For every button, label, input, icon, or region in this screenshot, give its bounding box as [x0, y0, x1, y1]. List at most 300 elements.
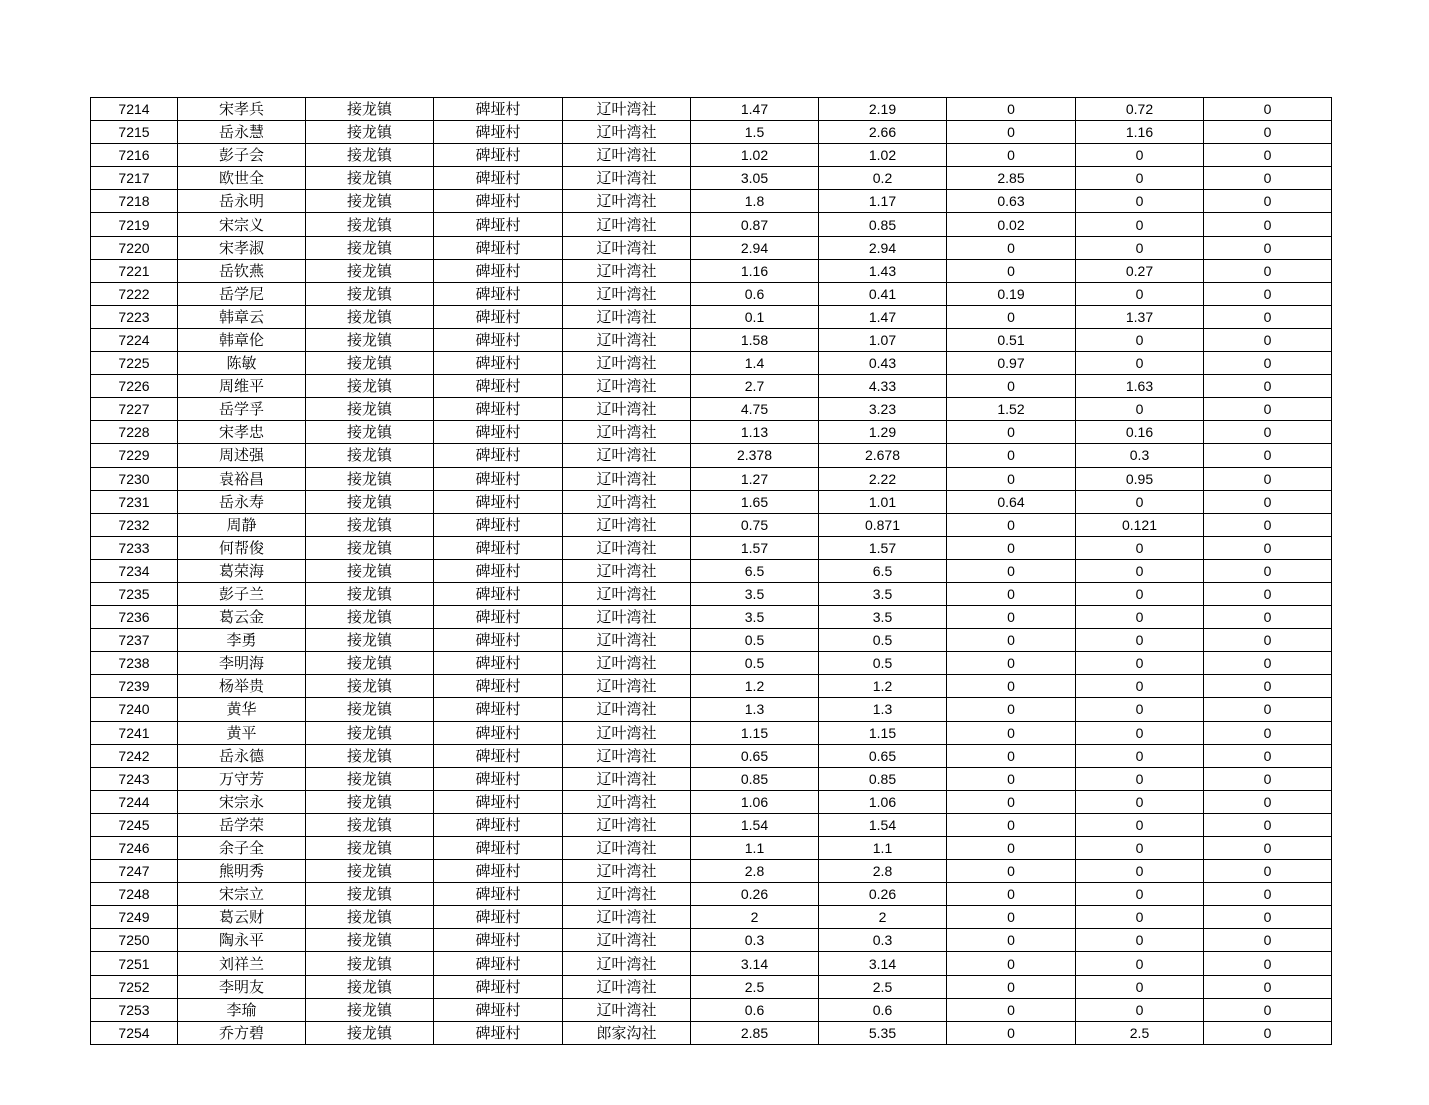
value-d-cell: 0	[1076, 398, 1204, 421]
value-e-cell: 0	[1204, 305, 1332, 328]
value-d-cell: 1.37	[1076, 305, 1204, 328]
value-e-cell: 0	[1204, 190, 1332, 213]
town-cell: 接龙镇	[306, 652, 434, 675]
table-row	[91, 375, 1332, 398]
value-b-cell: 1.1	[819, 837, 947, 860]
group-cell: 辽叶湾社	[563, 467, 691, 490]
row-id-cell: 7248	[91, 883, 178, 906]
value-e-cell: 0	[1204, 837, 1332, 860]
village-cell: 碑垭村	[434, 721, 563, 744]
town-cell: 接龙镇	[306, 929, 434, 952]
row-id-cell: 7246	[91, 837, 178, 860]
row-id-cell: 7215	[91, 121, 178, 144]
value-b-cell: 1.17	[819, 190, 947, 213]
value-d-cell: 0	[1076, 582, 1204, 605]
value-c-cell: 2.85	[947, 167, 1076, 190]
value-c-cell: 1.52	[947, 398, 1076, 421]
value-e-cell: 0	[1204, 675, 1332, 698]
group-cell: 辽叶湾社	[563, 144, 691, 167]
table-row	[91, 744, 1332, 767]
value-e-cell: 0	[1204, 952, 1332, 975]
table-row	[91, 860, 1332, 883]
group-cell: 辽叶湾社	[563, 536, 691, 559]
row-id-cell: 7223	[91, 305, 178, 328]
town-cell: 接龙镇	[306, 444, 434, 467]
value-b-cell: 3.23	[819, 398, 947, 421]
value-d-cell: 0.16	[1076, 421, 1204, 444]
value-a-cell: 1.4	[691, 352, 819, 375]
row-id-cell: 7252	[91, 975, 178, 998]
town-cell: 接龙镇	[306, 629, 434, 652]
group-cell: 辽叶湾社	[563, 259, 691, 282]
town-cell: 接龙镇	[306, 259, 434, 282]
value-e-cell: 0	[1204, 721, 1332, 744]
value-d-cell: 0	[1076, 998, 1204, 1021]
value-a-cell: 2.85	[691, 1021, 819, 1044]
value-d-cell: 0	[1076, 883, 1204, 906]
name-cell: 周述强	[178, 444, 306, 467]
value-e-cell: 0	[1204, 559, 1332, 582]
name-cell: 葛云财	[178, 906, 306, 929]
value-b-cell: 1.02	[819, 144, 947, 167]
value-a-cell: 1.02	[691, 144, 819, 167]
value-d-cell: 0	[1076, 721, 1204, 744]
value-d-cell: 0	[1076, 352, 1204, 375]
village-cell: 碑垭村	[434, 282, 563, 305]
value-d-cell: 0	[1076, 906, 1204, 929]
table-row	[91, 213, 1332, 236]
row-id-cell: 7220	[91, 236, 178, 259]
name-cell: 欧世全	[178, 167, 306, 190]
value-a-cell: 1.54	[691, 813, 819, 836]
value-c-cell: 0	[947, 421, 1076, 444]
row-id-cell: 7231	[91, 490, 178, 513]
value-c-cell: 0	[947, 652, 1076, 675]
group-cell: 辽叶湾社	[563, 929, 691, 952]
value-c-cell: 0	[947, 698, 1076, 721]
value-b-cell: 2.8	[819, 860, 947, 883]
group-cell: 郎家沟社	[563, 1021, 691, 1044]
group-cell: 辽叶湾社	[563, 305, 691, 328]
value-a-cell: 3.14	[691, 952, 819, 975]
value-a-cell: 0.85	[691, 767, 819, 790]
row-id-cell: 7242	[91, 744, 178, 767]
village-cell: 碑垭村	[434, 860, 563, 883]
value-d-cell: 0	[1076, 536, 1204, 559]
village-cell: 碑垭村	[434, 790, 563, 813]
value-e-cell: 0	[1204, 259, 1332, 282]
table-row	[91, 305, 1332, 328]
value-b-cell: 4.33	[819, 375, 947, 398]
table-row	[91, 328, 1332, 351]
group-cell: 辽叶湾社	[563, 582, 691, 605]
name-cell: 李勇	[178, 629, 306, 652]
row-id-cell: 7240	[91, 698, 178, 721]
row-id-cell: 7244	[91, 790, 178, 813]
group-cell: 辽叶湾社	[563, 190, 691, 213]
value-b-cell: 1.01	[819, 490, 947, 513]
town-cell: 接龙镇	[306, 513, 434, 536]
value-c-cell: 0	[947, 1021, 1076, 1044]
value-b-cell: 1.15	[819, 721, 947, 744]
value-d-cell: 0	[1076, 167, 1204, 190]
value-a-cell: 6.5	[691, 559, 819, 582]
group-cell: 辽叶湾社	[563, 236, 691, 259]
value-d-cell: 0	[1076, 606, 1204, 629]
value-a-cell: 0.26	[691, 883, 819, 906]
town-cell: 接龙镇	[306, 167, 434, 190]
village-cell: 碑垭村	[434, 675, 563, 698]
value-b-cell: 2	[819, 906, 947, 929]
value-d-cell: 0.95	[1076, 467, 1204, 490]
name-cell: 李瑜	[178, 998, 306, 1021]
group-cell: 辽叶湾社	[563, 652, 691, 675]
village-cell: 碑垭村	[434, 883, 563, 906]
name-cell: 李明友	[178, 975, 306, 998]
value-b-cell: 2.19	[819, 98, 947, 121]
value-b-cell: 0.3	[819, 929, 947, 952]
town-cell: 接龙镇	[306, 998, 434, 1021]
value-b-cell: 1.57	[819, 536, 947, 559]
row-id-cell: 7247	[91, 860, 178, 883]
village-cell: 碑垭村	[434, 190, 563, 213]
group-cell: 辽叶湾社	[563, 675, 691, 698]
value-a-cell: 1.3	[691, 698, 819, 721]
value-e-cell: 0	[1204, 790, 1332, 813]
value-c-cell: 0	[947, 929, 1076, 952]
value-c-cell: 0	[947, 375, 1076, 398]
table-body	[91, 98, 1332, 1045]
village-cell: 碑垭村	[434, 398, 563, 421]
group-cell: 辽叶湾社	[563, 213, 691, 236]
value-a-cell: 1.1	[691, 837, 819, 860]
value-d-cell: 0.72	[1076, 98, 1204, 121]
table-row	[91, 906, 1332, 929]
value-a-cell: 2	[691, 906, 819, 929]
value-a-cell: 0.6	[691, 998, 819, 1021]
value-b-cell: 2.66	[819, 121, 947, 144]
town-cell: 接龙镇	[306, 952, 434, 975]
value-e-cell: 0	[1204, 213, 1332, 236]
group-cell: 辽叶湾社	[563, 352, 691, 375]
town-cell: 接龙镇	[306, 606, 434, 629]
row-id-cell: 7228	[91, 421, 178, 444]
village-cell: 碑垭村	[434, 767, 563, 790]
village-cell: 碑垭村	[434, 421, 563, 444]
value-e-cell: 0	[1204, 167, 1332, 190]
village-cell: 碑垭村	[434, 352, 563, 375]
table-row	[91, 998, 1332, 1021]
value-c-cell: 0	[947, 305, 1076, 328]
value-e-cell: 0	[1204, 328, 1332, 351]
town-cell: 接龙镇	[306, 190, 434, 213]
value-e-cell: 0	[1204, 236, 1332, 259]
row-id-cell: 7221	[91, 259, 178, 282]
name-cell: 宋孝忠	[178, 421, 306, 444]
value-e-cell: 0	[1204, 813, 1332, 836]
value-c-cell: 0	[947, 837, 1076, 860]
value-d-cell: 1.63	[1076, 375, 1204, 398]
name-cell: 岳永慧	[178, 121, 306, 144]
row-id-cell: 7219	[91, 213, 178, 236]
town-cell: 接龙镇	[306, 398, 434, 421]
town-cell: 接龙镇	[306, 98, 434, 121]
name-cell: 韩章伦	[178, 328, 306, 351]
name-cell: 黄平	[178, 721, 306, 744]
value-e-cell: 0	[1204, 606, 1332, 629]
table-row	[91, 121, 1332, 144]
group-cell: 辽叶湾社	[563, 444, 691, 467]
village-cell: 碑垭村	[434, 837, 563, 860]
table-row	[91, 721, 1332, 744]
village-cell: 碑垭村	[434, 121, 563, 144]
value-e-cell: 0	[1204, 975, 1332, 998]
value-a-cell: 1.58	[691, 328, 819, 351]
village-cell: 碑垭村	[434, 213, 563, 236]
value-c-cell: 0.63	[947, 190, 1076, 213]
row-id-cell: 7251	[91, 952, 178, 975]
table-row	[91, 144, 1332, 167]
name-cell: 余子全	[178, 837, 306, 860]
value-a-cell: 2.94	[691, 236, 819, 259]
group-cell: 辽叶湾社	[563, 790, 691, 813]
value-a-cell: 2.378	[691, 444, 819, 467]
value-c-cell: 0.51	[947, 328, 1076, 351]
village-cell: 碑垭村	[434, 929, 563, 952]
town-cell: 接龙镇	[306, 698, 434, 721]
value-a-cell: 4.75	[691, 398, 819, 421]
value-d-cell: 0	[1076, 190, 1204, 213]
value-a-cell: 0.6	[691, 282, 819, 305]
table-row	[91, 606, 1332, 629]
value-c-cell: 0	[947, 721, 1076, 744]
value-a-cell: 1.27	[691, 467, 819, 490]
value-b-cell: 0.6	[819, 998, 947, 1021]
value-d-cell: 0	[1076, 675, 1204, 698]
value-c-cell: 0	[947, 767, 1076, 790]
value-e-cell: 0	[1204, 398, 1332, 421]
name-cell: 岳学尼	[178, 282, 306, 305]
table-row	[91, 883, 1332, 906]
town-cell: 接龙镇	[306, 767, 434, 790]
village-cell: 碑垭村	[434, 606, 563, 629]
table-row	[91, 513, 1332, 536]
name-cell: 刘祥兰	[178, 952, 306, 975]
group-cell: 辽叶湾社	[563, 98, 691, 121]
value-c-cell: 0	[947, 513, 1076, 536]
town-cell: 接龙镇	[306, 837, 434, 860]
group-cell: 辽叶湾社	[563, 721, 691, 744]
village-cell: 碑垭村	[434, 582, 563, 605]
value-b-cell: 0.871	[819, 513, 947, 536]
value-d-cell: 0	[1076, 952, 1204, 975]
town-cell: 接龙镇	[306, 675, 434, 698]
value-a-cell: 0.1	[691, 305, 819, 328]
name-cell: 岳钦燕	[178, 259, 306, 282]
value-b-cell: 0.5	[819, 629, 947, 652]
value-e-cell: 0	[1204, 767, 1332, 790]
value-b-cell: 1.3	[819, 698, 947, 721]
row-id-cell: 7222	[91, 282, 178, 305]
value-e-cell: 0	[1204, 144, 1332, 167]
name-cell: 宋宗立	[178, 883, 306, 906]
name-cell: 葛云金	[178, 606, 306, 629]
value-a-cell: 1.5	[691, 121, 819, 144]
village-cell: 碑垭村	[434, 98, 563, 121]
value-b-cell: 0.85	[819, 767, 947, 790]
group-cell: 辽叶湾社	[563, 975, 691, 998]
value-a-cell: 1.8	[691, 190, 819, 213]
table-row	[91, 490, 1332, 513]
value-a-cell: 0.3	[691, 929, 819, 952]
value-b-cell: 1.2	[819, 675, 947, 698]
value-c-cell: 0	[947, 675, 1076, 698]
value-e-cell: 0	[1204, 1021, 1332, 1044]
value-e-cell: 0	[1204, 629, 1332, 652]
group-cell: 辽叶湾社	[563, 952, 691, 975]
table-row	[91, 1021, 1332, 1044]
value-a-cell: 0.75	[691, 513, 819, 536]
village-cell: 碑垭村	[434, 975, 563, 998]
town-cell: 接龙镇	[306, 1021, 434, 1044]
village-cell: 碑垭村	[434, 952, 563, 975]
village-cell: 碑垭村	[434, 328, 563, 351]
value-b-cell: 6.5	[819, 559, 947, 582]
table-row	[91, 837, 1332, 860]
name-cell: 彭子兰	[178, 582, 306, 605]
row-id-cell: 7232	[91, 513, 178, 536]
name-cell: 葛荣海	[178, 559, 306, 582]
town-cell: 接龙镇	[306, 813, 434, 836]
village-cell: 碑垭村	[434, 490, 563, 513]
row-id-cell: 7236	[91, 606, 178, 629]
row-id-cell: 7230	[91, 467, 178, 490]
village-cell: 碑垭村	[434, 652, 563, 675]
table-row	[91, 952, 1332, 975]
value-d-cell: 0	[1076, 744, 1204, 767]
town-cell: 接龙镇	[306, 236, 434, 259]
value-a-cell: 1.47	[691, 98, 819, 121]
row-id-cell: 7234	[91, 559, 178, 582]
table-row	[91, 421, 1332, 444]
value-d-cell: 0	[1076, 698, 1204, 721]
value-d-cell: 0	[1076, 213, 1204, 236]
name-cell: 李明海	[178, 652, 306, 675]
value-c-cell: 0	[947, 536, 1076, 559]
value-a-cell: 2.8	[691, 860, 819, 883]
group-cell: 辽叶湾社	[563, 744, 691, 767]
value-b-cell: 5.35	[819, 1021, 947, 1044]
name-cell: 袁裕昌	[178, 467, 306, 490]
town-cell: 接龙镇	[306, 213, 434, 236]
name-cell: 万守芳	[178, 767, 306, 790]
group-cell: 辽叶湾社	[563, 606, 691, 629]
name-cell: 岳学孚	[178, 398, 306, 421]
name-cell: 陈敏	[178, 352, 306, 375]
row-id-cell: 7243	[91, 767, 178, 790]
table-row	[91, 190, 1332, 213]
name-cell: 宋孝淑	[178, 236, 306, 259]
name-cell: 周静	[178, 513, 306, 536]
value-d-cell: 0	[1076, 559, 1204, 582]
value-b-cell: 0.43	[819, 352, 947, 375]
name-cell: 黄华	[178, 698, 306, 721]
value-b-cell: 2.22	[819, 467, 947, 490]
value-d-cell: 2.5	[1076, 1021, 1204, 1044]
group-cell: 辽叶湾社	[563, 282, 691, 305]
table-row	[91, 698, 1332, 721]
village-cell: 碑垭村	[434, 167, 563, 190]
group-cell: 辽叶湾社	[563, 375, 691, 398]
table-row	[91, 975, 1332, 998]
town-cell: 接龙镇	[306, 559, 434, 582]
data-table	[90, 97, 1332, 1045]
row-id-cell: 7229	[91, 444, 178, 467]
value-c-cell: 0	[947, 259, 1076, 282]
group-cell: 辽叶湾社	[563, 698, 691, 721]
value-a-cell: 0.5	[691, 652, 819, 675]
value-c-cell: 0	[947, 582, 1076, 605]
row-id-cell: 7227	[91, 398, 178, 421]
row-id-cell: 7254	[91, 1021, 178, 1044]
town-cell: 接龙镇	[306, 790, 434, 813]
value-e-cell: 0	[1204, 906, 1332, 929]
village-cell: 碑垭村	[434, 305, 563, 328]
name-cell: 宋宗义	[178, 213, 306, 236]
row-id-cell: 7249	[91, 906, 178, 929]
table-row	[91, 559, 1332, 582]
value-d-cell: 0	[1076, 282, 1204, 305]
table-row	[91, 790, 1332, 813]
town-cell: 接龙镇	[306, 305, 434, 328]
name-cell: 彭子会	[178, 144, 306, 167]
value-a-cell: 1.15	[691, 721, 819, 744]
row-id-cell: 7216	[91, 144, 178, 167]
table-row	[91, 467, 1332, 490]
value-d-cell: 0	[1076, 837, 1204, 860]
table-row	[91, 582, 1332, 605]
value-b-cell: 1.07	[819, 328, 947, 351]
town-cell: 接龙镇	[306, 582, 434, 605]
value-d-cell: 0	[1076, 813, 1204, 836]
value-b-cell: 0.41	[819, 282, 947, 305]
value-c-cell: 0	[947, 606, 1076, 629]
name-cell: 宋宗永	[178, 790, 306, 813]
table-row	[91, 929, 1332, 952]
table-row	[91, 398, 1332, 421]
village-cell: 碑垭村	[434, 998, 563, 1021]
name-cell: 韩章云	[178, 305, 306, 328]
value-b-cell: 0.5	[819, 652, 947, 675]
value-e-cell: 0	[1204, 490, 1332, 513]
value-d-cell: 0	[1076, 236, 1204, 259]
name-cell: 岳永寿	[178, 490, 306, 513]
value-b-cell: 0.2	[819, 167, 947, 190]
group-cell: 辽叶湾社	[563, 559, 691, 582]
value-b-cell: 0.85	[819, 213, 947, 236]
value-e-cell: 0	[1204, 352, 1332, 375]
value-c-cell: 0.02	[947, 213, 1076, 236]
town-cell: 接龙镇	[306, 721, 434, 744]
value-e-cell: 0	[1204, 421, 1332, 444]
value-c-cell: 0	[947, 559, 1076, 582]
value-c-cell: 0	[947, 883, 1076, 906]
village-cell: 碑垭村	[434, 813, 563, 836]
value-d-cell: 0.3	[1076, 444, 1204, 467]
name-cell: 杨举贵	[178, 675, 306, 698]
row-id-cell: 7233	[91, 536, 178, 559]
group-cell: 辽叶湾社	[563, 629, 691, 652]
